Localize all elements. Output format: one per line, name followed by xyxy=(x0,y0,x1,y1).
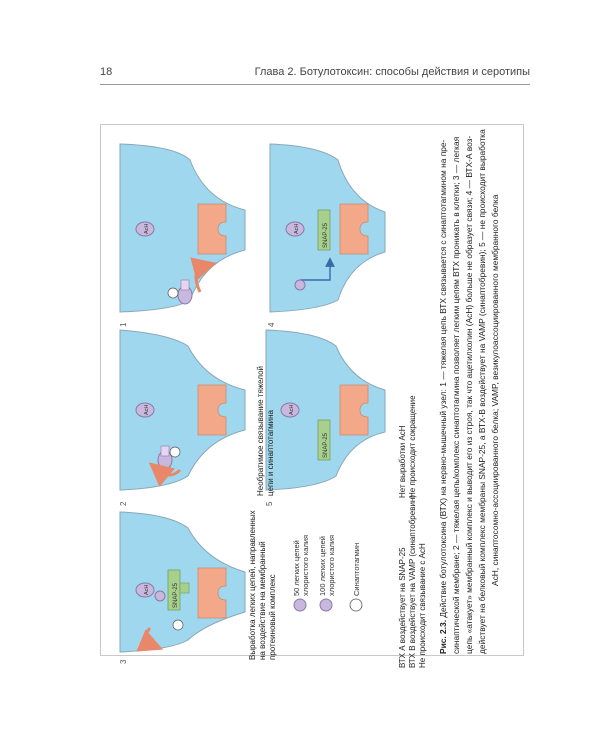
light-chain-icon xyxy=(294,599,306,611)
light-chain-icon xyxy=(295,280,305,290)
legend-text: хлористого калия xyxy=(301,534,310,596)
panel-4 xyxy=(270,144,385,312)
ach-label: АсН xyxy=(294,223,300,234)
vamp-box xyxy=(180,583,189,593)
panel-2 xyxy=(120,330,245,490)
panel-2-caption xyxy=(256,366,276,496)
legend-text: 100 легких цепей xyxy=(318,536,327,596)
caption-line: протеиновый комплекс xyxy=(268,574,277,660)
caption-line-1 xyxy=(438,140,448,654)
panel-number-3: 3 xyxy=(119,659,128,664)
panel-1 xyxy=(120,144,245,312)
synaptotagmin-icon xyxy=(350,599,362,611)
heavy-chain-icon xyxy=(320,599,332,611)
panel-number-1: 1 xyxy=(119,322,128,327)
legend-text: хлористого калия xyxy=(327,534,336,596)
figure-caption xyxy=(430,126,520,656)
caption-line: цепи и синаптотагмина xyxy=(266,410,275,496)
caption-line: на воздействие на мембранный xyxy=(258,541,267,660)
caption-line: Не происходит сокращение xyxy=(408,395,417,498)
caption-line-2: синаптической мембране; 2 — тяжелая цепь/комплекс синаптотагмина позволяет легким цепям ВТХ проникать в клетки; 3 — легкая xyxy=(451,136,461,654)
legend-text: 50 легких цепей xyxy=(292,540,301,596)
caption-line-3: цепь «атакует» мембранный комплекс и выводит его из строя, так что ацетилхолин (АсН) больше не образует связи; 4 — ВТХ-А воз- xyxy=(464,135,474,654)
panel-number-4: 4 xyxy=(267,322,276,327)
snap25-label: SNAP-25 xyxy=(323,432,329,458)
caption-line: Необратимое связывание тяжелой xyxy=(256,365,265,496)
legend-item-synaptotagmin xyxy=(352,543,361,596)
panel-5-caption xyxy=(398,395,418,498)
panel-5 xyxy=(266,330,385,490)
panel-1-caption xyxy=(398,495,428,668)
caption-line: ВТХ В воздействует на VAMP (синаптобревин) xyxy=(408,494,417,668)
panel-number-5: 5 xyxy=(265,501,274,506)
snap25-label: SNAP-25 xyxy=(173,582,179,608)
legend-item-light-chain xyxy=(292,535,310,596)
panel-3-caption xyxy=(248,510,278,660)
ach-label: АсН xyxy=(144,404,150,415)
panel-3 xyxy=(120,512,245,652)
caption-line: Не происходит связывание с АсН xyxy=(418,543,427,668)
synaptotagmin-icon xyxy=(173,620,183,630)
caption-line-5: АсН, синаптосомно-ассоциированного белка; VAMP, везикулоассоциированного мембранного белка xyxy=(490,194,500,586)
caption-text: Действие ботулотоксина (ВТХ) на нервно-мышечный узел: 1 — тяжелая цепь ВТХ связывается с синаптотагмином на пре- xyxy=(438,139,448,618)
snap25-label: SNAP-25 xyxy=(323,222,329,248)
page-number: 18 xyxy=(100,66,113,78)
ach-label: АсН xyxy=(289,404,295,415)
panel-number-2: 2 xyxy=(119,501,128,506)
chapter-title: Глава 2. Ботулотоксин: способы действия и серотипы xyxy=(254,66,530,78)
caption-line: ВТХ А воздействует на SNAP-25 xyxy=(398,547,407,668)
caption-line: Нет выработки АсН xyxy=(398,425,407,498)
light-chain-icon xyxy=(155,591,165,601)
ach-label: АсН xyxy=(144,223,150,234)
legend-text: Синаптотагмин xyxy=(352,542,361,596)
caption-label: Рис. 2.3. xyxy=(438,619,448,654)
legend-item-heavy-chain xyxy=(318,535,336,596)
ach-label: АсН xyxy=(144,584,150,595)
legend-icons xyxy=(294,599,362,611)
caption-line-4: действует на белковый комплекс мембраны SNAP-25, а ВТХ-В воздействует на VAMP (синаптобревин); 5 — не происходит выработка xyxy=(477,129,487,654)
caption-line: Выработка легких цепей, направленных xyxy=(248,510,257,660)
